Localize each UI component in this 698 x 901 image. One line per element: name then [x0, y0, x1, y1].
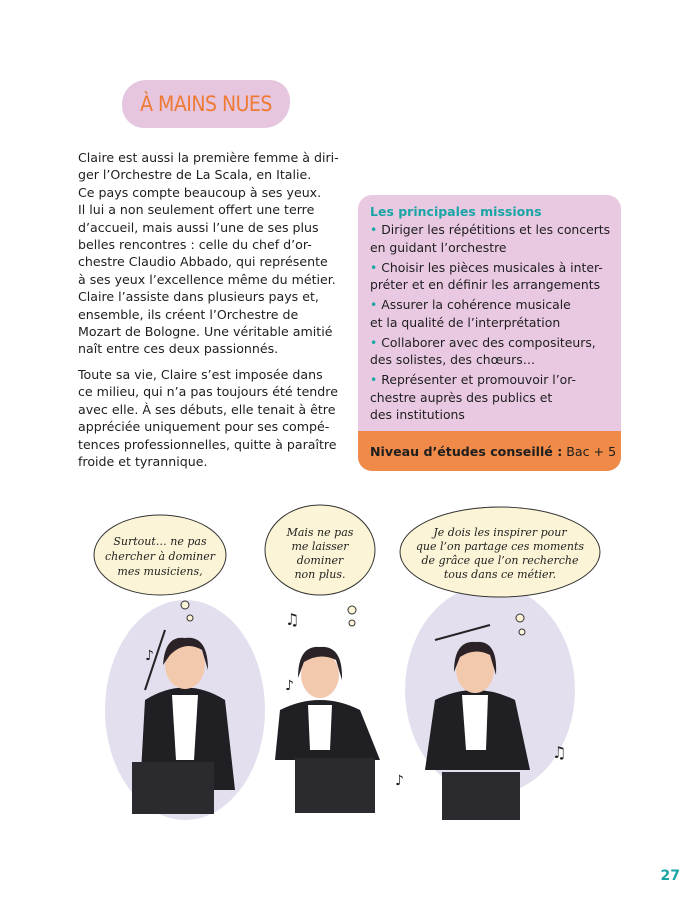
- music-note-icon: ♪: [145, 648, 154, 664]
- bullet-icon: •: [370, 334, 378, 350]
- conductor-illustration: [90, 500, 610, 830]
- bullet-icon: •: [370, 297, 378, 312]
- bubble-line: non plus.: [294, 568, 346, 581]
- missions-list: [358, 221, 621, 424]
- missions-heading: Les principales missions: [370, 204, 542, 219]
- mission-item: [370, 334, 613, 369]
- conductor-figure: [275, 647, 380, 813]
- paragraph: Toute sa vie, Claire s’est imposée dans ce milieu, qui n’a pas toujours été tendre avec elle. À ses débuts, elle tenait à être appréciée uniquement pour ses compé- tences professionnelles, quitte à paraître froide et tyrannique.: [78, 366, 338, 469]
- page-number: 27: [660, 868, 680, 884]
- bubble-line: Surtout… ne pas: [113, 535, 207, 548]
- paragraph: Claire est aussi la première femme à diri- ger l’Orchestre de La Scala, en Italie. Ce pays compte beaucoup à ses yeux. Il lui a non seulement offert une terre d’accueil, mais aussi l’une de ses plus belles rencontres : celle du chef d’or- chestre Claudio Abbado, qui représente à ses yeux l’excellence même du métier. Claire l’assiste dans plusieurs pays et, ensemble, ils créent l’Orchestre de Mozart de Bologne. Une véritable amitié naît entre ces deux passionnés.: [78, 150, 339, 357]
- bullet-icon: •: [370, 259, 378, 275]
- bubble-line: de grâce que l’on recherche: [421, 554, 579, 567]
- missions-box: [358, 195, 621, 471]
- mission-item: [370, 296, 613, 331]
- section-title-badge: [122, 80, 290, 128]
- bubble-line: que l’on partage ces moments: [415, 540, 585, 553]
- bubble-line: chercher à dominer: [104, 550, 216, 563]
- mission-text: Choisir les pièces musicales à inter- préter et en définir les arrangements: [370, 259, 603, 292]
- mission-text: Assurer la cohérence musicale et la qualité de l’interprétation: [370, 297, 571, 330]
- bullet-icon: •: [370, 372, 378, 387]
- bubble-line: Mais ne pas: [286, 526, 354, 539]
- mission-item: [370, 259, 613, 294]
- bubble-line: mes musiciens,: [117, 565, 203, 578]
- mission-item: [370, 221, 613, 256]
- mission-text: Représenter et promouvoir l’or- chestre auprès des publics et des institutions: [370, 372, 577, 422]
- mission-item: [370, 371, 613, 424]
- study-level-label: Niveau d’études conseillé :: [370, 443, 563, 459]
- bubble-line: me laisser: [291, 540, 349, 553]
- speech-bubble: [265, 505, 375, 626]
- bullet-icon: •: [370, 222, 378, 237]
- music-note-icon: ♫: [285, 610, 300, 629]
- study-level-value: Bac + 5: [566, 443, 617, 459]
- music-note-icon: ♫: [552, 743, 567, 762]
- bubble-line: dominer: [296, 554, 344, 567]
- bubble-line: Je dois les inspirer pour: [433, 526, 567, 539]
- mission-text: Diriger les répétitions et les concerts en guidant l’orchestre: [370, 222, 611, 255]
- section-title: À MAINS NUES: [140, 92, 272, 116]
- music-note-icon: ♪: [395, 773, 404, 789]
- study-level: [358, 431, 621, 471]
- bubble-line: tous dans ce métier.: [443, 568, 557, 581]
- body-text: [78, 149, 348, 478]
- music-note-icon: ♪: [285, 678, 294, 694]
- mission-text: Collaborer avec des compositeurs, des solistes, des chœurs…: [370, 334, 596, 367]
